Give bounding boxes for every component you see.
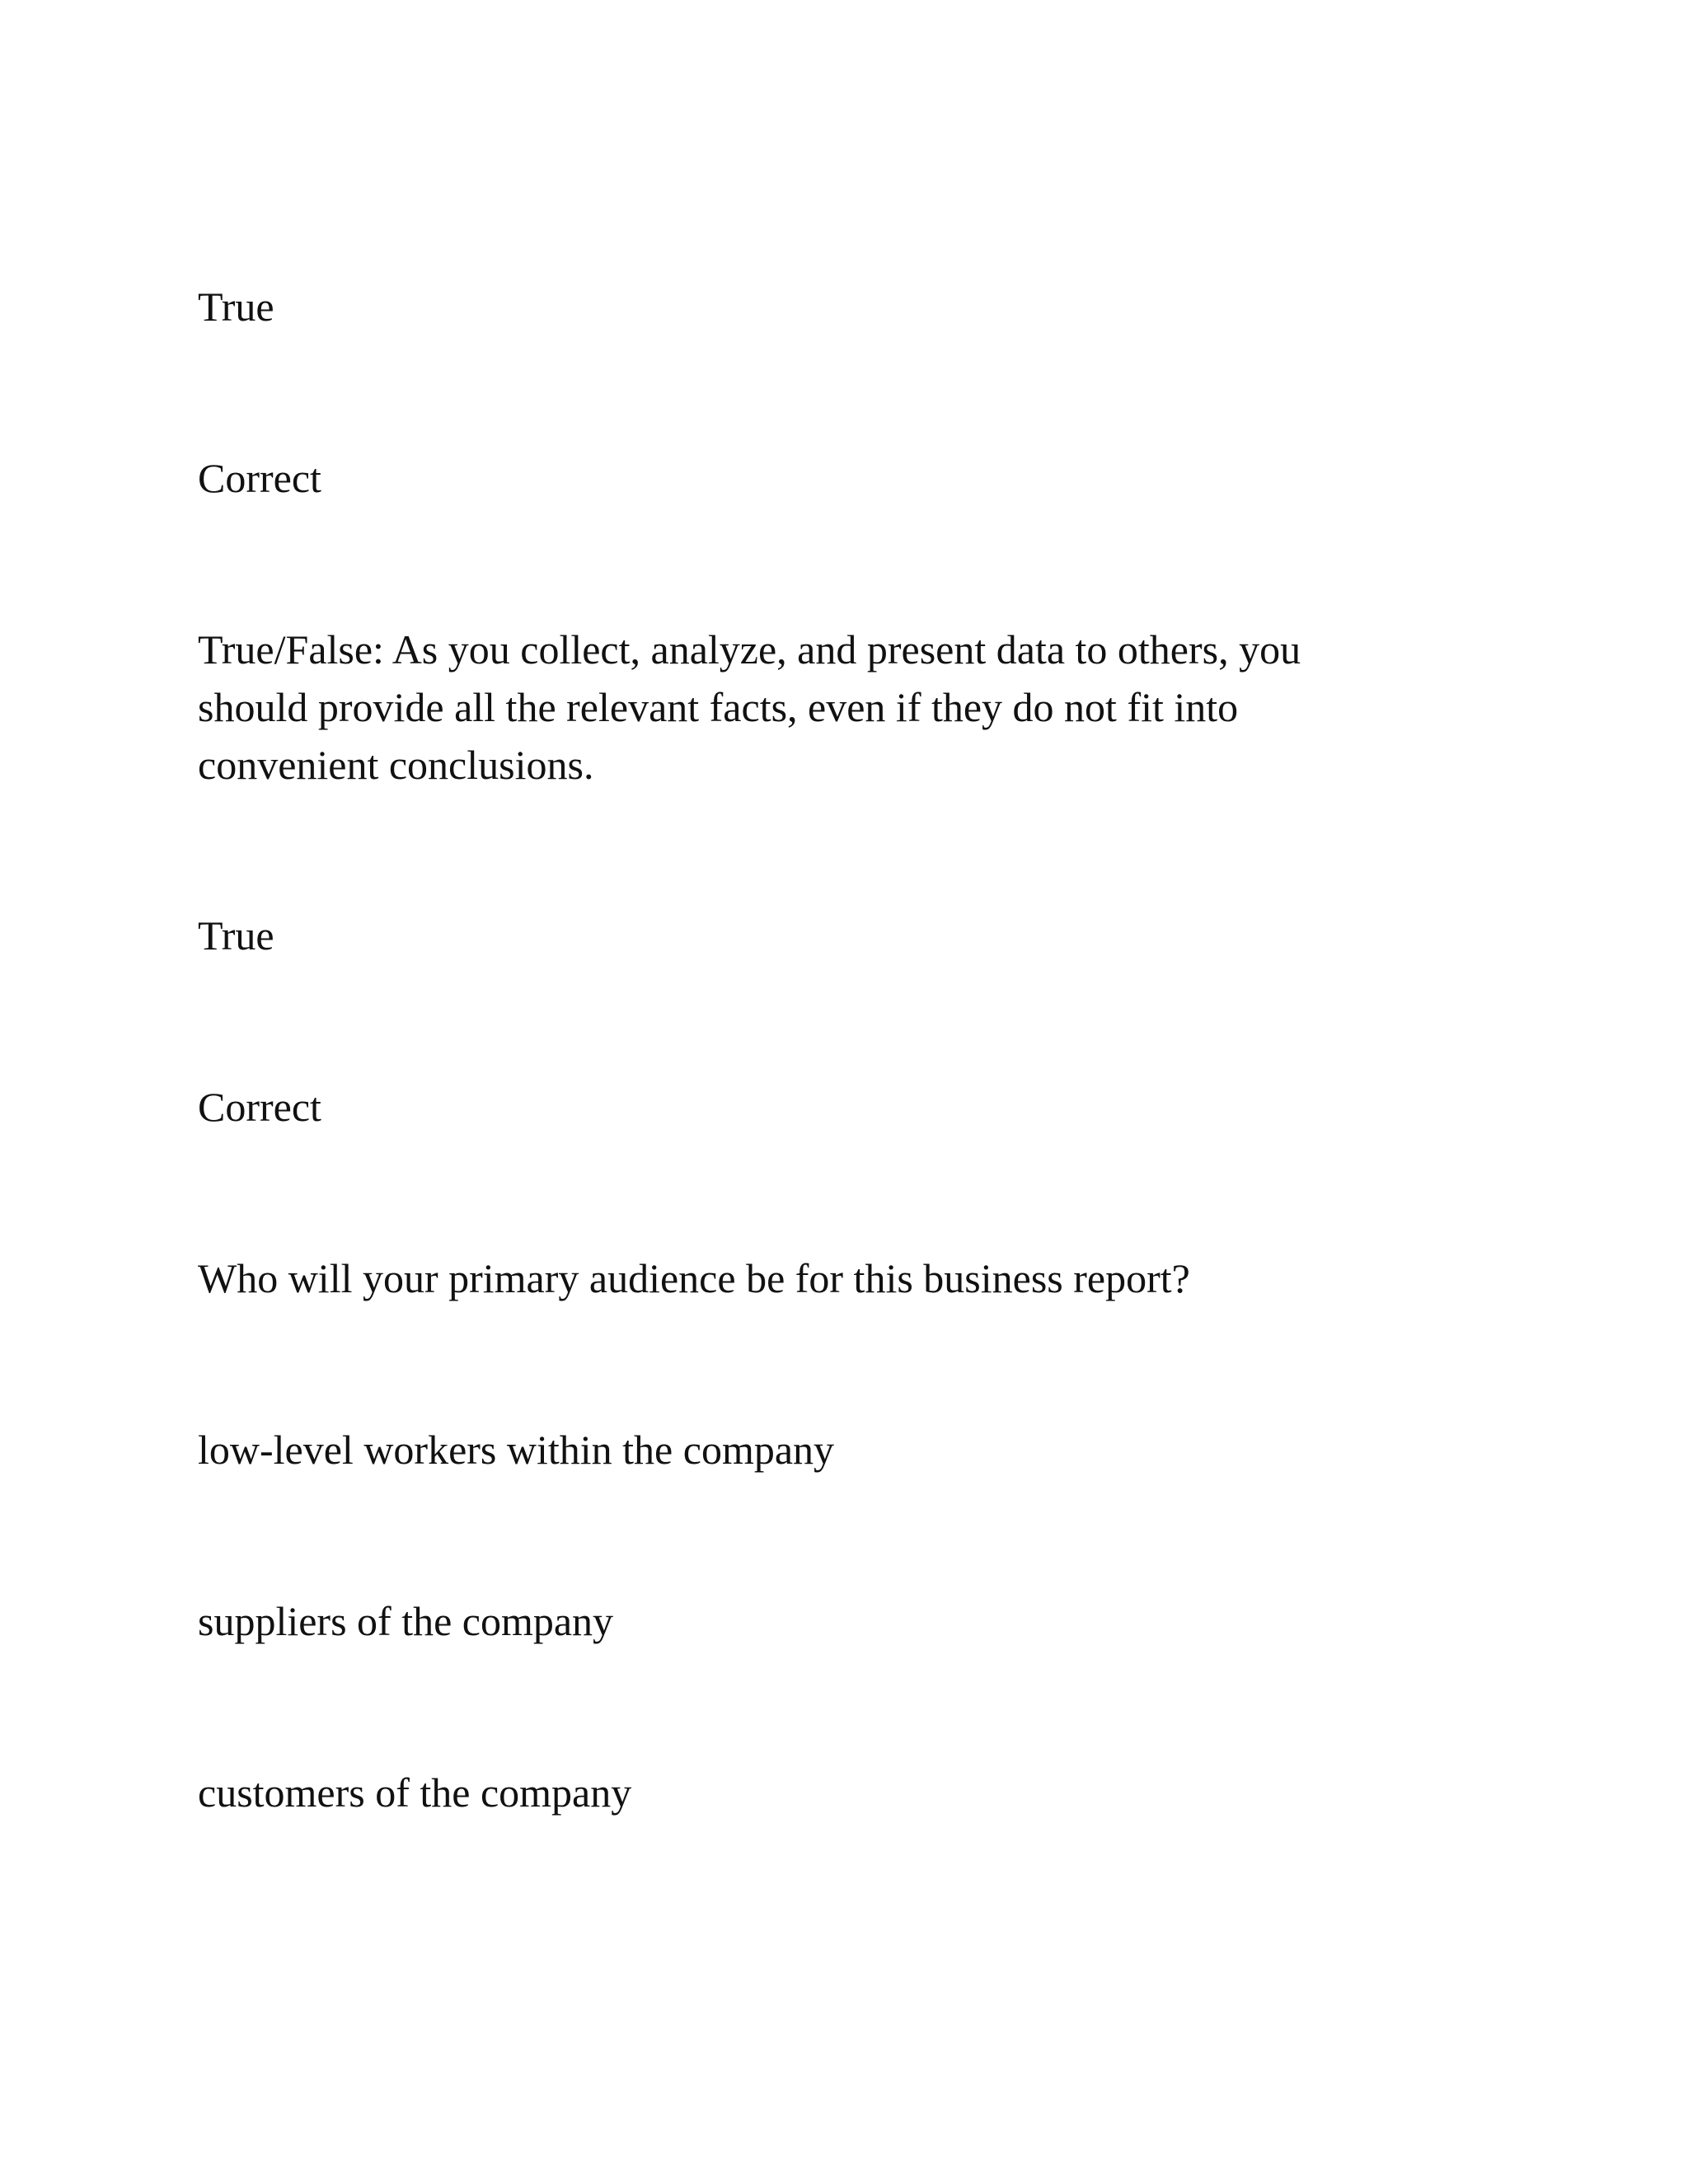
feedback-correct-1: Correct — [198, 455, 321, 501]
answer-true-2: True — [198, 912, 274, 958]
question-true-false: True/False: As you collect, analyze, and present data to others, you should provide all the relevant facts, even if they do not fit into convenient conclusions. — [198, 626, 1301, 788]
question-primary-audience: Who will your primary audience be for this business report? — [198, 1255, 1190, 1301]
option-low-level-workers: low-level workers within the company — [198, 1427, 835, 1473]
answer-true-1: True — [198, 284, 274, 330]
option-suppliers: suppliers of the company — [198, 1598, 614, 1644]
option-customers: customers of the company — [198, 1769, 632, 1816]
feedback-correct-2: Correct — [198, 1084, 321, 1130]
